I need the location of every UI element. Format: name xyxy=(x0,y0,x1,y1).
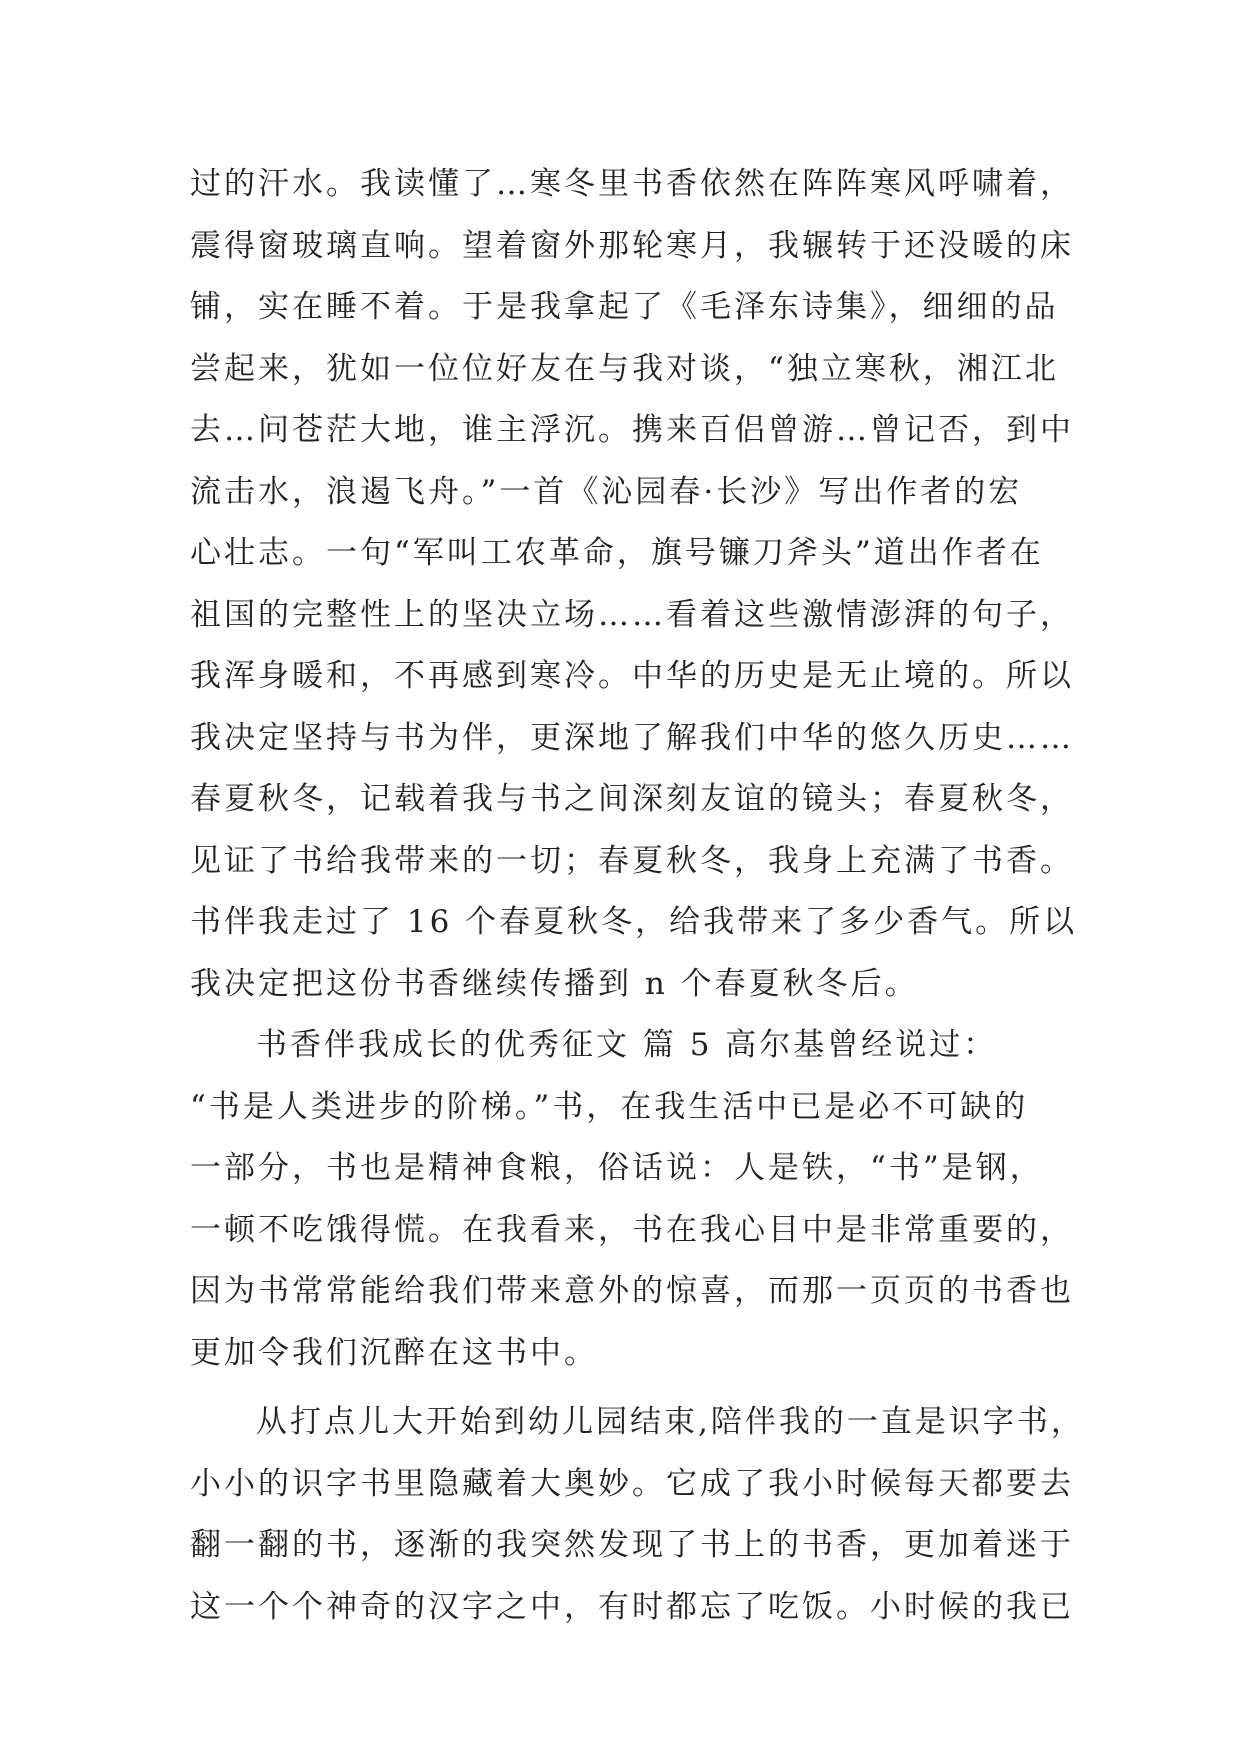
text-line: 我浑身暖和，不再感到寒冷。中华的历史是无止境的。所以 xyxy=(190,658,1074,694)
text-line: 翻一翻的书，逐渐的我突然发现了书上的书香，更加着迷于 xyxy=(190,1527,1074,1563)
text-line: 因为书常常能给我们带来意外的惊喜，而那一页页的书香也 xyxy=(190,1273,1074,1309)
text-line: 书伴我走过了 16 个春夏秋冬，给我带来了多少香气。所以 xyxy=(190,904,1078,940)
text-line: 更加令我们沉醉在这书中。 xyxy=(190,1334,598,1371)
text-line: 铺，实在睡不着。于是我拿起了《毛泽东诗集》，细细的品 xyxy=(190,289,1059,325)
paragraph-first-line: 从打点儿大开始到幼儿园结束,陪伴我的一直是识字书， xyxy=(256,1404,1085,1440)
text-line: 过的汗水。我读懂了…寒冬里书香依然在阵阵寒风呼啸着， xyxy=(190,166,1074,202)
text-line: 小小的识字书里隐藏着大奥妙。它成了我小时候每天都要去 xyxy=(190,1465,1074,1502)
text-line: 震得窗玻璃直响。望着窗外那轮寒月，我辗转于还没暖的床 xyxy=(190,227,1074,264)
text-line: 去…问苍茫大地，谁主浮沉。携来百侣曾游…曾记否，到中 xyxy=(190,412,1074,448)
text-line: 这一个个神奇的汉字之中，有时都忘了吃饭。小时候的我已 xyxy=(190,1588,1074,1625)
text-line: 春夏秋冬，记载着我与书之间深刻友谊的镜头；春夏秋冬， xyxy=(190,781,1074,817)
text-line: 心壮志。一句“军叫工农革命，旗号镰刀斧头”道出作者在 xyxy=(190,535,1044,571)
text-line: 我决定坚持与书为伴，更深地了解我们中华的悠久历史…… xyxy=(190,719,1074,756)
text-line: 一顿不吃饿得慌。在我看来，书在我心目中是非常重要的， xyxy=(190,1211,1074,1248)
paragraph-gap xyxy=(190,1384,1070,1392)
section-heading-line: 书香伴我成长的优秀征文 篇 5 高尔基曾经说过： xyxy=(256,1027,998,1063)
text-line: 尝起来，犹如一位位好友在与我对谈，“独立寒秋，湘江北 xyxy=(190,350,1059,387)
text-line: “书是人类进步的阶梯。”书，在我生活中已是必不可缺的 xyxy=(190,1088,1029,1125)
text-line: 祖国的完整性上的坚决立场……看着这些激情澎湃的句子， xyxy=(190,596,1074,633)
body-text xyxy=(190,154,1085,1638)
text-line: 一部分，书也是精神食粮，俗话说：人是铁，“书”是钢， xyxy=(190,1150,1044,1186)
text-line: 我决定把这份书香继续传播到 n 个春夏秋冬后。 xyxy=(190,965,919,1002)
text-line: 见证了书给我带来的一切；春夏秋冬，我身上充满了书香。 xyxy=(190,842,1074,879)
text-line: 流击水，浪遏飞舟。”一首《沁园春·长沙》写出作者的宏 xyxy=(190,473,1023,510)
